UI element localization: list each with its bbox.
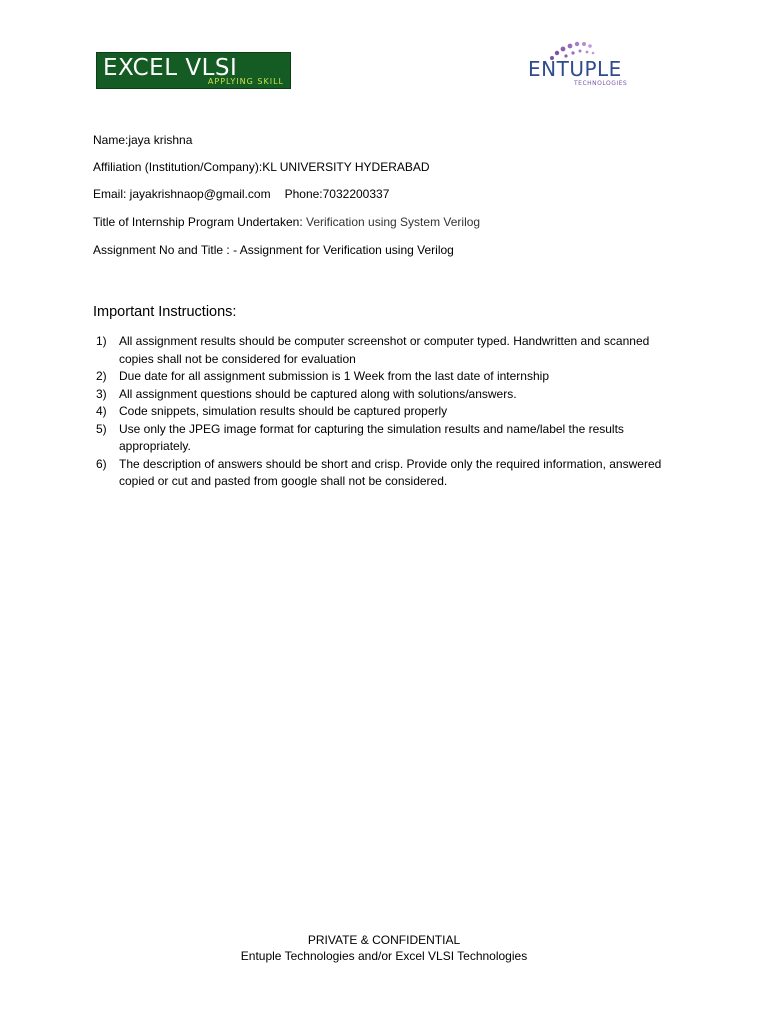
- list-item-number: 1): [96, 334, 107, 348]
- footer-confidential: PRIVATE & CONFIDENTIAL: [307, 933, 461, 947]
- excel-vlsi-logo-text: EXCEL VLSI: [103, 55, 238, 81]
- list-item: [96, 403, 676, 421]
- list-item: [96, 421, 676, 456]
- instructions-list: [96, 333, 676, 491]
- instructions-heading: Important Instructions:: [93, 304, 237, 320]
- entuple-logo: [524, 40, 644, 92]
- excel-vlsi-logo: [96, 52, 291, 89]
- list-item-text: Code snippets, simulation results should be captured properly: [119, 404, 448, 418]
- list-item-text: All assignment questions should be captured along with solutions/answers.: [119, 386, 517, 401]
- contact-line: [93, 186, 389, 202]
- internship-title-label: Title of Internship Program Undertaken:: [93, 215, 303, 229]
- assignment-field: Assignment No and Title : - Assignment for Verification using Verilog: [93, 243, 454, 257]
- internship-title-value: Verification using System Verilog: [306, 215, 481, 229]
- affiliation-field: Affiliation (Institution/Company):KL UNIVERSITY HYDERABAD: [93, 160, 430, 174]
- list-item-text: Use only the JPEG image format for capturing the simulation results and name/label the results appropriately.: [119, 421, 624, 453]
- list-item-number: 4): [96, 404, 107, 418]
- footer-company: Entuple Technologies and/or Excel VLSI Technologies: [240, 949, 528, 963]
- list-item-number: 5): [96, 421, 107, 436]
- list-item-number: 3): [96, 386, 107, 401]
- internship-title-line: [93, 214, 480, 230]
- email-field: Email: jayakrishnaop@gmail.com: [93, 187, 271, 201]
- list-item: [96, 456, 676, 491]
- list-item-number: 2): [96, 369, 107, 383]
- list-item: [96, 386, 676, 404]
- list-item: [96, 368, 676, 386]
- list-item-text: Due date for all assignment submission is 1 Week from the last date of internship: [119, 369, 549, 383]
- phone-field: Phone:7032200337: [284, 187, 390, 201]
- list-item-text: The description of answers should be short and crisp. Provide only the required information, answered copied or cut and pasted from google shall not be considered.: [119, 456, 662, 488]
- entuple-logo-tagline: TECHNOLOGIES: [574, 80, 628, 87]
- name-field: Name:jaya krishna: [93, 133, 193, 147]
- list-item: [96, 333, 676, 368]
- list-item-text: All assignment results should be computer screenshot or computer typed. Handwritten and scanned copies shall not be considered for evaluation: [119, 334, 650, 366]
- excel-vlsi-logo-tagline: APPLYING SKILL: [207, 77, 284, 86]
- list-item-number: 6): [96, 456, 107, 471]
- entuple-logo-text: ENTUPLE: [528, 57, 622, 81]
